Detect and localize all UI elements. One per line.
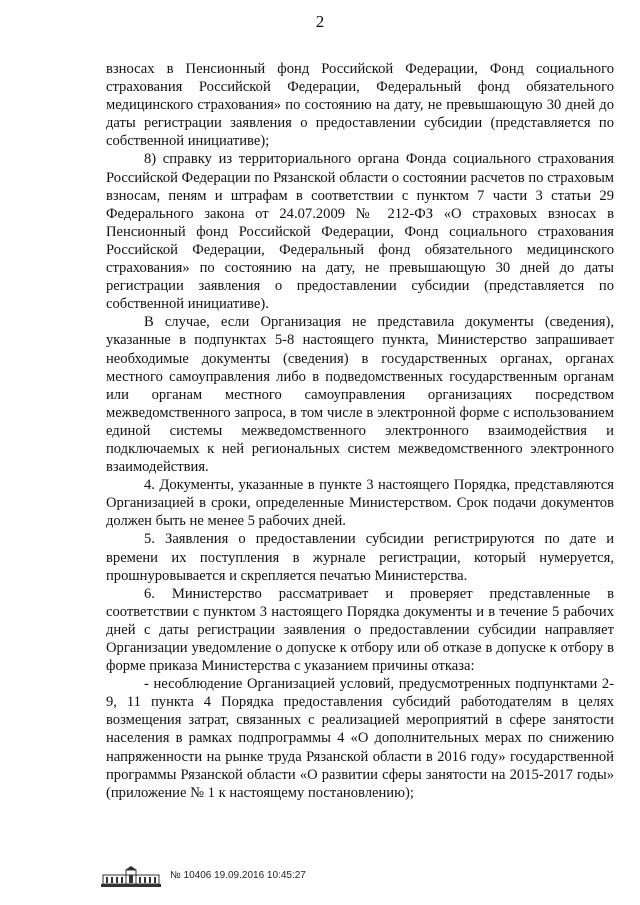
building-stamp-icon [100,866,162,888]
paragraph: В случае, если Организация не представила документы (сведения), указанные в подпунктах 5-8 настоящего пункта, Министерство запрашивает необходимые документы (сведения) в государственных органах, органах местного самоуправления либо в подведомственных государственным органам или органам местного самоуправления организациях посредством межведомственного запроса, в том числе в электронной форме с использованием единой системы межведомственного электронного взаимодействия и подключаемых к ней региональных систем межведомственного электронного взаимодействия. [106,314,614,476]
page-number: 2 [315,12,325,31]
paragraph: 5. Заявления о предоставлении субсидии регистрируются по дате и времени их поступления в журнале регистрации, который нумеруется, прошнуровывается и скрепляется печатью Министерства. [106,531,614,584]
document-registration-code: № 10406 19.09.2016 10:45:27 [170,870,306,881]
body-text [106,60,614,802]
paragraph: 4. Документы, указанные в пункте 3 настоящего Порядка, представляются Организацией в сроки, определенные Министерством. Срок подачи документов должен быть не менее 5 рабочих дней. [106,477,614,530]
paragraph: - несоблюдение Организацией условий, предусмотренных подпунктами 2-9, 11 пункта 4 Порядка предоставления субсидий работодателям в целях возмещения затрат, связанных с реализацией мероприятий в сфере занятости населения в рамках подпрограммы 4 «О дополнительных мерах по снижению напряженности на рынке труда Рязанской области в 2016 году» государственной программы Рязанской области «О развитии сферы занятости на 2015-2017 годы» (приложение № 1 к настоящему постановлению); [106,676,614,801]
paragraph: 8) справку из территориального органа Фонда социального страхования Российской Федерации по Рязанской области о состоянии расчетов по страховым взносам, пеням и штрафам в соответствии с пунктом 7 части 3 статьи 29 Федерального закона от 24.07.2009 № 212-ФЗ «О страховых взносах в Пенсионный фонд Российской Федерации, Фонд социального страхования Российской Федерации, Федеральный фонд обязательного медицинского страхования» по состоянию на дату, не превышающую 30 дней до даты регистрации заявления о предоставлении субсидии (представляется по собственной инициативе). [106,151,614,313]
paragraph: взносах в Пенсионный фонд Российской Федерации, Фонд социального страхования Российской Федерации, Федеральный фонд обязательного медицинского страхования» по состоянию на дату, не превышающую 30 дней до даты регистрации заявления о предоставлении субсидии (представляется по собственной инициативе); [106,61,614,150]
paragraph: 6. Министерство рассматривает и проверяет представленные в соответствии с пунктом 3 настоящего Порядка документы и в течение 5 рабочих дней с даты регистрации заявления о предоставлении субсидии направляет Организации уведомление о допуске к отбору или об отказе в допуске к отбору в форме приказа Министерства с указанием причины отказа: [106,585,614,675]
footer [100,866,340,888]
